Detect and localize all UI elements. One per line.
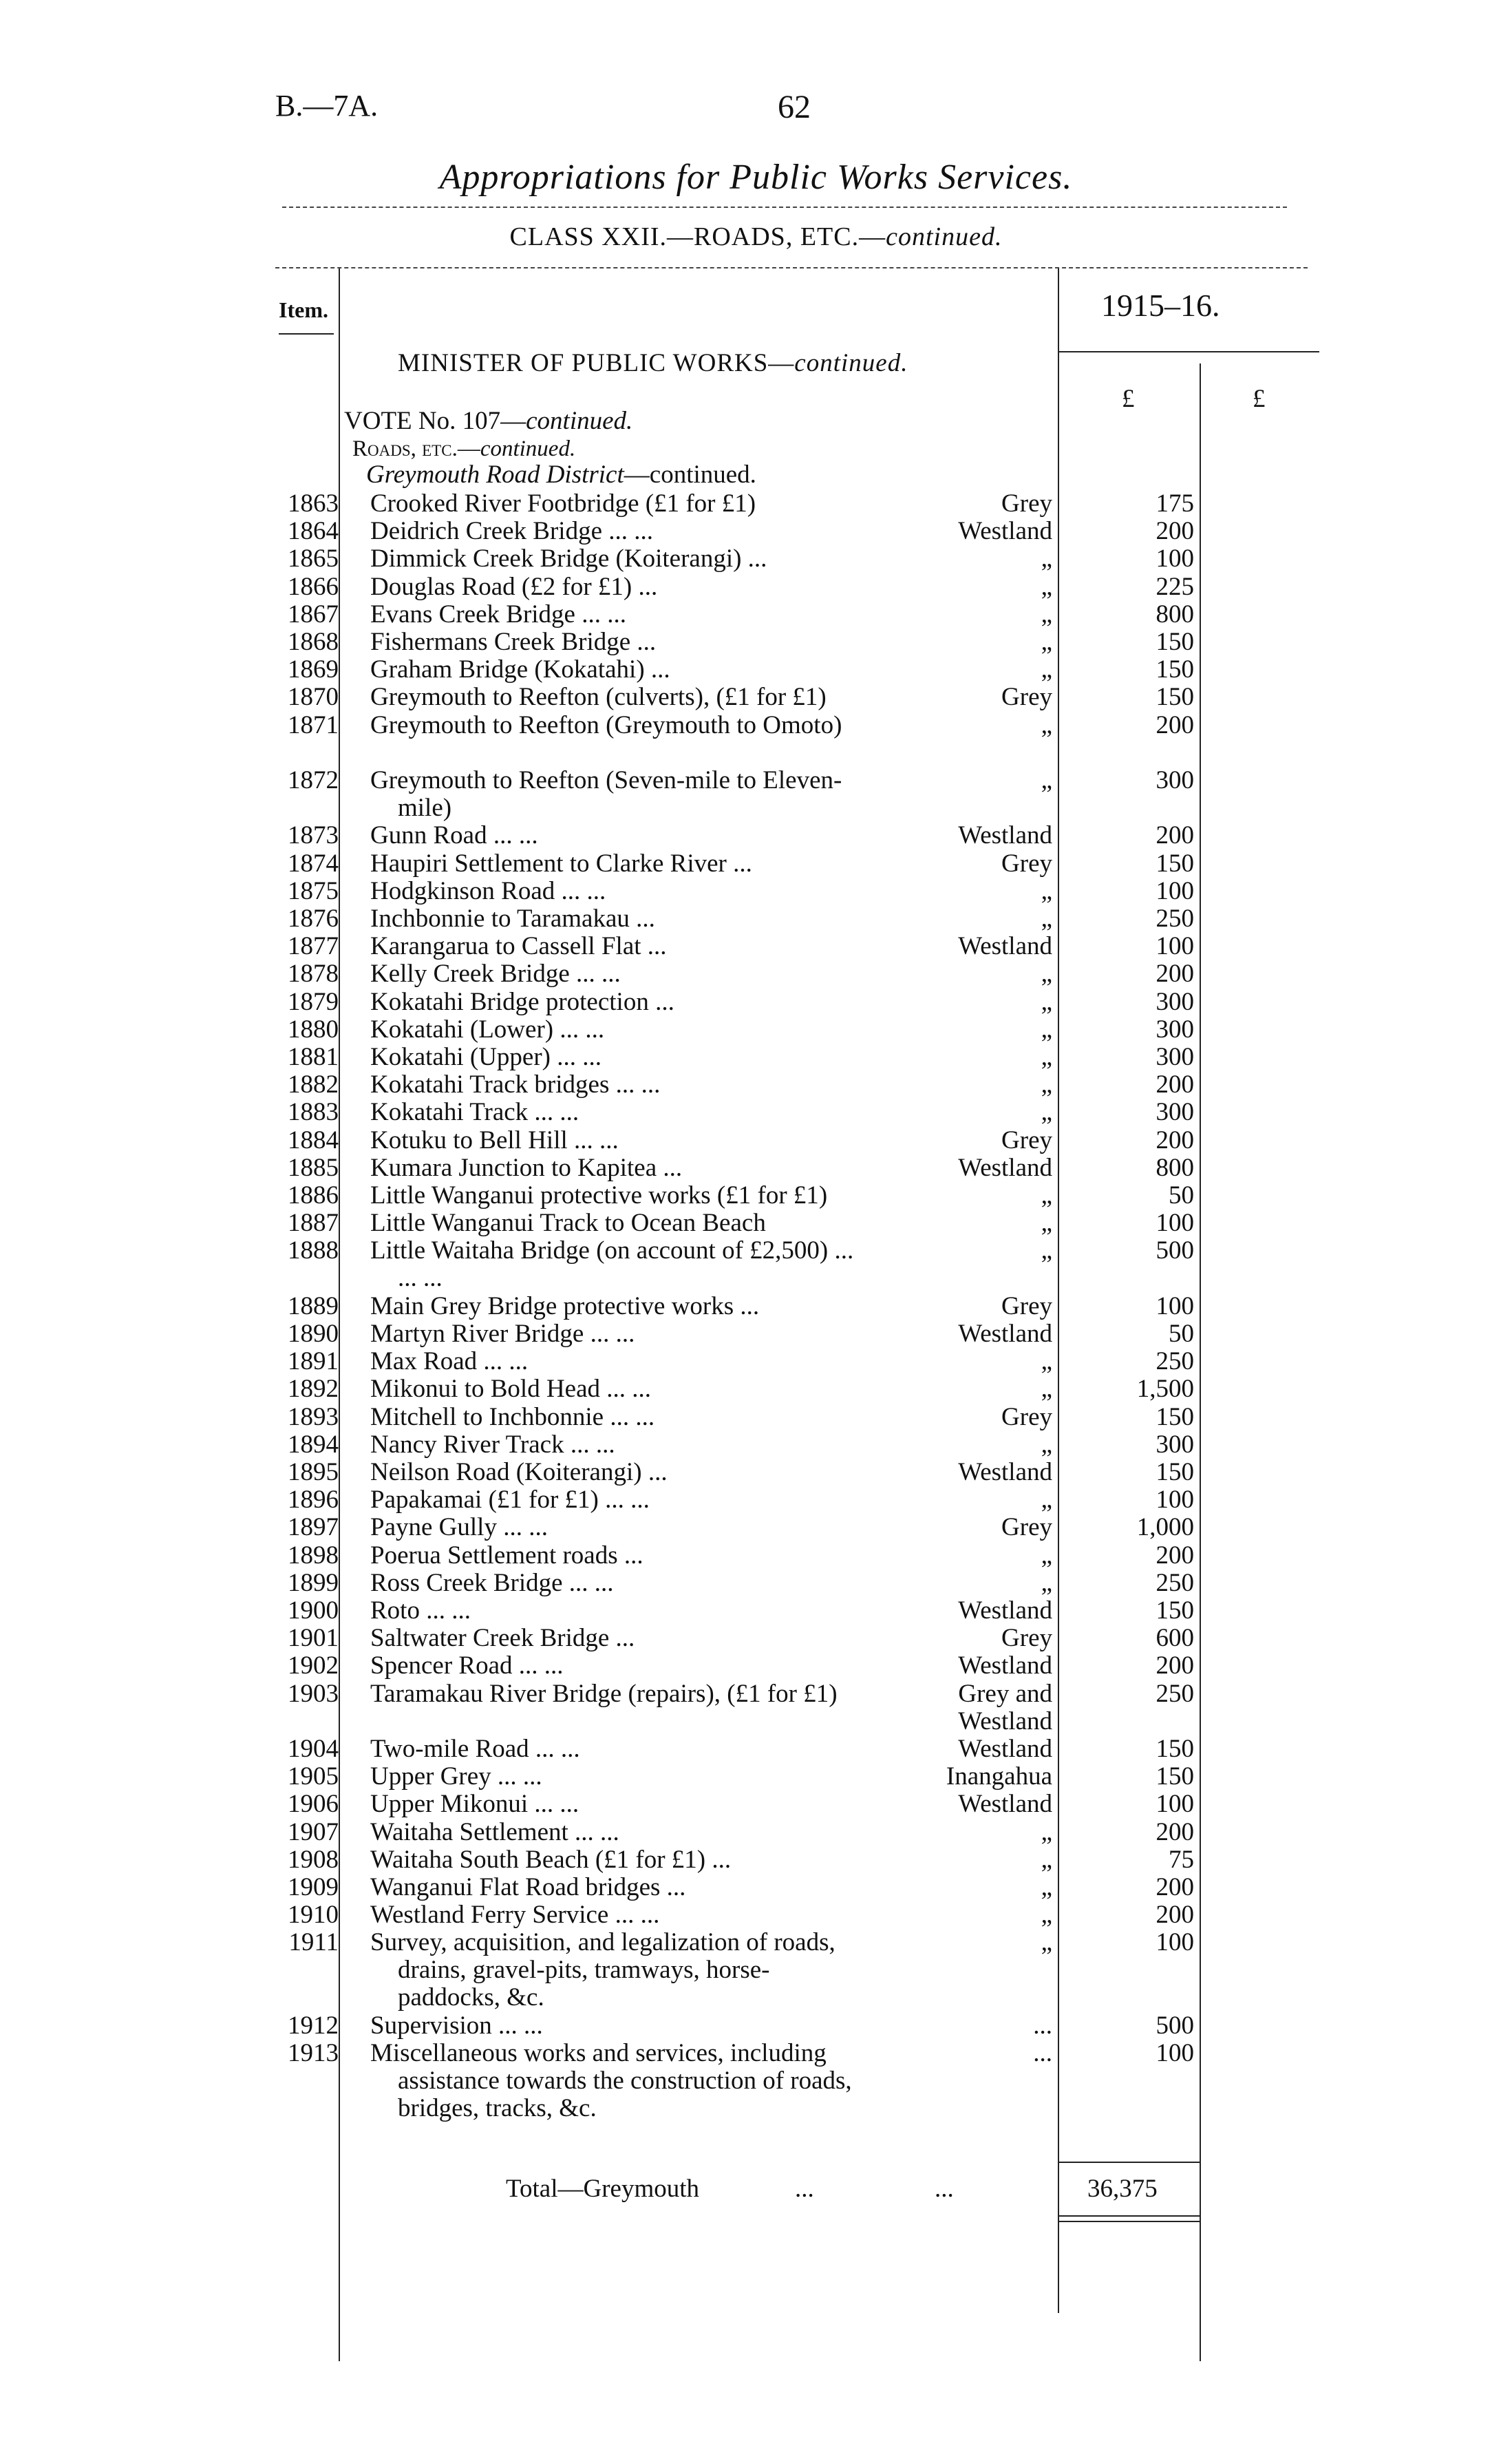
item-district: „ xyxy=(1041,766,1052,794)
item-description: Dimmick Creek Bridge (Koiterangi) ... xyxy=(370,545,767,573)
item-amount: 175 xyxy=(1156,489,1194,518)
item-number: 1887 xyxy=(288,1209,339,1238)
item-description: Little Waitaha Bridge (on account of £2,500) ... ... ... xyxy=(370,1236,854,1293)
item-district: „ xyxy=(1041,1486,1052,1514)
item-number: 1911 xyxy=(288,1928,339,1957)
item-amount: 150 xyxy=(1156,849,1194,878)
item-amount: 100 xyxy=(1156,1486,1194,1514)
roads-heading-continued: continued. xyxy=(480,436,576,461)
item-amount: 300 xyxy=(1156,1015,1194,1044)
item-district: Grey xyxy=(1001,1291,1052,1320)
item-description: Poerua Settlement roads ... xyxy=(370,1541,643,1570)
item-amount: 150 xyxy=(1156,1402,1194,1431)
item-district: „ xyxy=(1041,655,1052,684)
document-reference: B.—7A. xyxy=(275,89,379,123)
item-description: Neilson Road (Koiterangi) ... xyxy=(370,1458,668,1486)
item-description: Kokatahi Bridge protection ... xyxy=(370,987,674,1016)
district-heading-main: Greymouth Road District xyxy=(366,461,624,489)
item-district: Westland xyxy=(958,1153,1052,1182)
item-district: ... xyxy=(1033,2012,1052,2040)
item-description: Kokatahi Track ... ... xyxy=(370,1098,579,1127)
item-description: Wanganui Flat Road bridges ... xyxy=(370,1873,686,1901)
item-number: 1886 xyxy=(288,1181,339,1210)
item-number: 1866 xyxy=(288,572,339,601)
item-district: „ xyxy=(1041,1070,1052,1099)
item-number: 1895 xyxy=(288,1458,339,1486)
item-district: Grey xyxy=(1001,849,1052,878)
item-amount: 200 xyxy=(1156,960,1194,989)
item-amount: 50 xyxy=(1169,1181,1194,1210)
item-description: Martyn River Bridge ... ... xyxy=(370,1320,635,1348)
item-number: 1907 xyxy=(288,1817,339,1846)
item-description: Mikonui to Bold Head ... ... xyxy=(370,1375,652,1404)
item-description: Kokatahi (Upper) ... ... xyxy=(370,1043,601,1071)
item-column-header: Item. xyxy=(279,297,328,322)
item-number: 1905 xyxy=(288,1762,339,1791)
class-heading-continued: continued. xyxy=(886,222,1003,251)
item-number: 1882 xyxy=(288,1070,339,1099)
item-amount: 800 xyxy=(1156,600,1194,629)
item-number: 1874 xyxy=(288,849,339,878)
item-amount: 150 xyxy=(1156,655,1194,684)
item-amount: 100 xyxy=(1156,1209,1194,1238)
item-description: Little Wanganui protective works (£1 for £1) xyxy=(370,1181,828,1210)
item-number: 1875 xyxy=(288,876,339,905)
page-number: 62 xyxy=(778,89,811,125)
item-district: Westland xyxy=(958,1458,1052,1486)
item-district: „ xyxy=(1041,1236,1052,1265)
total-column-rule xyxy=(1200,363,1201,2361)
item-description: Greymouth to Reefton (Greymouth to Omoto) xyxy=(370,710,842,739)
item-description: Greymouth to Reefton (culverts), (£1 for £1) xyxy=(370,683,827,712)
item-district: „ xyxy=(1041,600,1052,629)
item-district: „ xyxy=(1041,1015,1052,1044)
minister-heading xyxy=(398,350,908,377)
total-bottom-rule xyxy=(1058,2215,1200,2217)
item-description: Waitaha Settlement ... ... xyxy=(370,1817,619,1846)
item-amount: 200 xyxy=(1156,1541,1194,1570)
item-description: Kokatahi Track bridges ... ... xyxy=(370,1070,661,1099)
item-description: Kokatahi (Lower) ... ... xyxy=(370,1015,605,1044)
item-amount: 50 xyxy=(1169,1320,1194,1348)
minister-heading-main: MINISTER OF PUBLIC WORKS— xyxy=(398,349,795,377)
item-district: Grey xyxy=(1001,683,1052,712)
item-description: Fishermans Creek Bridge ... xyxy=(370,628,657,656)
item-number: 1890 xyxy=(288,1320,339,1348)
class-heading-main: CLASS XXII.—ROADS, ETC.— xyxy=(509,222,886,251)
item-number: 1900 xyxy=(288,1596,339,1625)
total-label: Total—Greymouth xyxy=(506,2175,700,2203)
item-number: 1881 xyxy=(288,1043,339,1071)
item-district: „ xyxy=(1041,960,1052,989)
item-number: 1889 xyxy=(288,1291,339,1320)
item-district: Westland xyxy=(958,932,1052,961)
item-number: 1867 xyxy=(288,600,339,629)
item-description: Hodgkinson Road ... ... xyxy=(370,876,606,905)
item-district: Westland xyxy=(958,1651,1052,1680)
item-number: 1876 xyxy=(288,905,339,933)
item-amount: 100 xyxy=(1156,545,1194,573)
district-heading xyxy=(366,461,756,489)
item-amount: 300 xyxy=(1156,1430,1194,1459)
item-district: Grey xyxy=(1001,1402,1052,1431)
item-district: „ xyxy=(1041,1209,1052,1238)
item-header-rule xyxy=(279,333,334,335)
item-description: Payne Gully ... ... xyxy=(370,1513,548,1542)
item-amount: 200 xyxy=(1156,1873,1194,1901)
item-number: 1897 xyxy=(288,1513,339,1542)
item-amount: 300 xyxy=(1156,987,1194,1016)
item-amount: 200 xyxy=(1156,1651,1194,1680)
item-district: Grey xyxy=(1001,1624,1052,1653)
item-number: 1892 xyxy=(288,1375,339,1404)
item-description: Haupiri Settlement to Clarke River ... xyxy=(370,849,752,878)
item-district: Grey xyxy=(1001,489,1052,518)
amount-column-rule xyxy=(1058,268,1059,2313)
item-description: Nancy River Track ... ... xyxy=(370,1430,615,1459)
item-number: 1901 xyxy=(288,1624,339,1653)
item-number: 1910 xyxy=(288,1901,339,1930)
total-amount: 36,375 xyxy=(1087,2175,1158,2203)
item-district: „ xyxy=(1041,1928,1052,1957)
item-district: „ xyxy=(1041,1098,1052,1127)
item-number: 1888 xyxy=(288,1236,339,1265)
item-description: Karangarua to Cassell Flat ... xyxy=(370,932,667,961)
item-amount: 300 xyxy=(1156,1098,1194,1127)
item-description: Ross Creek Bridge ... ... xyxy=(370,1568,614,1597)
item-district: Westland xyxy=(958,821,1052,850)
item-column-rule xyxy=(339,268,340,2361)
item-district: „ xyxy=(1041,1043,1052,1071)
item-description: Gunn Road ... ... xyxy=(370,821,538,850)
total-dots-1: ... xyxy=(795,2175,814,2203)
total-double-rule xyxy=(1058,2221,1200,2222)
item-number: 1863 xyxy=(288,489,339,518)
item-amount: 600 xyxy=(1156,1624,1194,1653)
item-description: Crooked River Footbridge (£1 for £1) xyxy=(370,489,756,518)
item-description: Saltwater Creek Bridge ... xyxy=(370,1624,635,1653)
item-district: „ xyxy=(1041,1430,1052,1459)
item-district: Grey and Westland xyxy=(958,1679,1052,1735)
item-description: Westland Ferry Service ... ... xyxy=(370,1901,660,1930)
item-amount: 200 xyxy=(1156,1070,1194,1099)
item-description: Waitaha South Beach (£1 for £1) ... xyxy=(370,1845,732,1874)
item-district: „ xyxy=(1041,545,1052,573)
item-district: „ xyxy=(1041,876,1052,905)
item-district: Grey xyxy=(1001,1126,1052,1154)
item-description: Graham Bridge (Kokatahi) ... xyxy=(370,655,670,684)
item-amount: 200 xyxy=(1156,1126,1194,1154)
total-dots-2: ... xyxy=(935,2175,954,2203)
year-column-header: 1915–16. xyxy=(1101,288,1220,323)
item-number: 1899 xyxy=(288,1568,339,1597)
item-amount: 150 xyxy=(1156,1762,1194,1791)
item-amount: 100 xyxy=(1156,1291,1194,1320)
item-number: 1873 xyxy=(288,821,339,850)
item-number: 1883 xyxy=(288,1098,339,1127)
item-description: Upper Mikonui ... ... xyxy=(370,1790,579,1819)
item-district: „ xyxy=(1041,1845,1052,1874)
item-amount: 300 xyxy=(1156,766,1194,794)
item-number: 1865 xyxy=(288,545,339,573)
item-description: Papakamai (£1 for £1) ... ... xyxy=(370,1486,650,1514)
item-number: 1904 xyxy=(288,1735,339,1763)
item-amount: 150 xyxy=(1156,628,1194,656)
item-amount: 250 xyxy=(1156,1568,1194,1597)
item-description: Survey, acquisition, and legalization of roads, drains, gravel-pits, tramways, horse-paddocks, &c. xyxy=(370,1928,835,2012)
item-amount: 200 xyxy=(1156,821,1194,850)
currency-symbol-amount: £ xyxy=(1122,385,1135,413)
item-number: 1872 xyxy=(288,766,339,794)
item-amount: 150 xyxy=(1156,1458,1194,1486)
item-district: „ xyxy=(1041,1375,1052,1404)
item-amount: 150 xyxy=(1156,1596,1194,1625)
item-amount: 800 xyxy=(1156,1153,1194,1182)
item-district: „ xyxy=(1041,710,1052,739)
minister-heading-continued: continued. xyxy=(794,349,908,377)
item-district: „ xyxy=(1041,1347,1052,1376)
item-number: 1909 xyxy=(288,1873,339,1901)
item-description: Little Wanganui Track to Ocean Beach xyxy=(370,1209,766,1238)
item-amount: 100 xyxy=(1156,932,1194,961)
item-amount: 250 xyxy=(1156,905,1194,933)
item-amount: 100 xyxy=(1156,2039,1194,2068)
item-description: Taramakau River Bridge (repairs), (£1 for £1) xyxy=(370,1679,838,1708)
item-district: „ xyxy=(1041,987,1052,1016)
item-number: 1903 xyxy=(288,1679,339,1708)
item-number: 1880 xyxy=(288,1015,339,1044)
item-district: Westland xyxy=(958,1790,1052,1819)
item-district: „ xyxy=(1041,905,1052,933)
item-description: Roto ... ... xyxy=(370,1596,471,1625)
item-district: „ xyxy=(1041,572,1052,601)
item-number: 1893 xyxy=(288,1402,339,1431)
vote-heading-continued: continued. xyxy=(526,407,633,435)
item-number: 1885 xyxy=(288,1153,339,1182)
item-number: 1891 xyxy=(288,1347,339,1376)
item-amount: 250 xyxy=(1156,1679,1194,1708)
item-number: 1879 xyxy=(288,987,339,1016)
item-district: „ xyxy=(1041,1901,1052,1930)
item-amount: 75 xyxy=(1169,1845,1194,1874)
item-description: Kotuku to Bell Hill ... ... xyxy=(370,1126,619,1154)
item-description: Kumara Junction to Kapitea ... xyxy=(370,1153,683,1182)
item-description: Spencer Road ... ... xyxy=(370,1651,564,1680)
item-district: Westland xyxy=(958,1596,1052,1625)
item-description: Evans Creek Bridge ... ... xyxy=(370,600,626,629)
item-number: 1908 xyxy=(288,1845,339,1874)
item-district: „ xyxy=(1041,1817,1052,1846)
item-number: 1906 xyxy=(288,1790,339,1819)
item-number: 1878 xyxy=(288,960,339,989)
item-amount: 1,000 xyxy=(1136,1513,1194,1542)
item-description: Deidrich Creek Bridge ... ... xyxy=(370,517,653,546)
item-amount: 100 xyxy=(1156,876,1194,905)
item-number: 1870 xyxy=(288,683,339,712)
item-amount: 200 xyxy=(1156,1817,1194,1846)
roads-heading-main: Roads, etc.— xyxy=(352,436,480,461)
item-district: Westland xyxy=(958,1735,1052,1763)
item-amount: 250 xyxy=(1156,1347,1194,1376)
item-district: „ xyxy=(1041,1181,1052,1210)
item-district: „ xyxy=(1041,1873,1052,1901)
district-heading-continued: —continued. xyxy=(624,461,756,489)
item-district: Inangahua xyxy=(946,1762,1052,1791)
item-description: Two-mile Road ... ... xyxy=(370,1735,580,1763)
year-header-rule xyxy=(1058,351,1319,352)
title-divider xyxy=(282,207,1287,208)
item-district: Westland xyxy=(958,1320,1052,1348)
item-description: Miscellaneous works and services, including assistance towards the construction of roads, bridges, tracks, &c. xyxy=(370,2039,852,2123)
item-number: 1894 xyxy=(288,1430,339,1459)
item-district: „ xyxy=(1041,628,1052,656)
item-description: Kelly Creek Bridge ... ... xyxy=(370,960,621,989)
item-number: 1871 xyxy=(288,710,339,739)
item-number: 1896 xyxy=(288,1486,339,1514)
item-district: „ xyxy=(1041,1541,1052,1570)
item-description: Supervision ... ... xyxy=(370,2012,543,2040)
item-amount: 1,500 xyxy=(1136,1375,1194,1404)
item-amount: 100 xyxy=(1156,1928,1194,1957)
item-amount: 200 xyxy=(1156,1901,1194,1930)
roads-heading xyxy=(352,435,575,463)
item-description: Main Grey Bridge protective works ... xyxy=(370,1291,760,1320)
item-district: „ xyxy=(1041,1568,1052,1597)
item-amount: 150 xyxy=(1156,1735,1194,1763)
item-description: Inchbonnie to Taramakau ... xyxy=(370,905,655,933)
item-number: 1913 xyxy=(288,2039,339,2068)
item-number: 1912 xyxy=(288,2012,339,2040)
item-district: Westland xyxy=(958,517,1052,546)
item-number: 1898 xyxy=(288,1541,339,1570)
item-amount: 500 xyxy=(1156,1236,1194,1265)
item-number: 1884 xyxy=(288,1126,339,1154)
item-amount: 500 xyxy=(1156,2012,1194,2040)
item-number: 1869 xyxy=(288,655,339,684)
currency-symbol-total: £ xyxy=(1253,385,1266,413)
item-amount: 200 xyxy=(1156,710,1194,739)
item-district: Grey xyxy=(1001,1513,1052,1542)
item-amount: 300 xyxy=(1156,1043,1194,1071)
table-top-rule xyxy=(275,267,1308,268)
item-number: 1868 xyxy=(288,628,339,656)
vote-heading xyxy=(344,408,632,435)
item-district: ... xyxy=(1033,2039,1052,2068)
class-heading xyxy=(0,222,1512,252)
item-amount: 100 xyxy=(1156,1790,1194,1819)
item-amount: 150 xyxy=(1156,683,1194,712)
item-number: 1902 xyxy=(288,1651,339,1680)
item-description: Douglas Road (£2 for £1) ... xyxy=(370,572,658,601)
item-number: 1877 xyxy=(288,932,339,961)
item-description: Mitchell to Inchbonnie ... ... xyxy=(370,1402,655,1431)
item-description: Max Road ... ... xyxy=(370,1347,529,1376)
item-amount: 200 xyxy=(1156,517,1194,546)
vote-heading-main: VOTE No. 107— xyxy=(344,407,526,435)
page-title: Appropriations for Public Works Services. xyxy=(439,158,1073,197)
item-description: Upper Grey ... ... xyxy=(370,1762,542,1791)
item-number: 1864 xyxy=(288,517,339,546)
item-amount: 225 xyxy=(1156,572,1194,601)
total-top-rule xyxy=(1058,2162,1200,2163)
item-description: Greymouth to Reefton (Seven-mile to Eleven-mile) xyxy=(370,766,842,822)
